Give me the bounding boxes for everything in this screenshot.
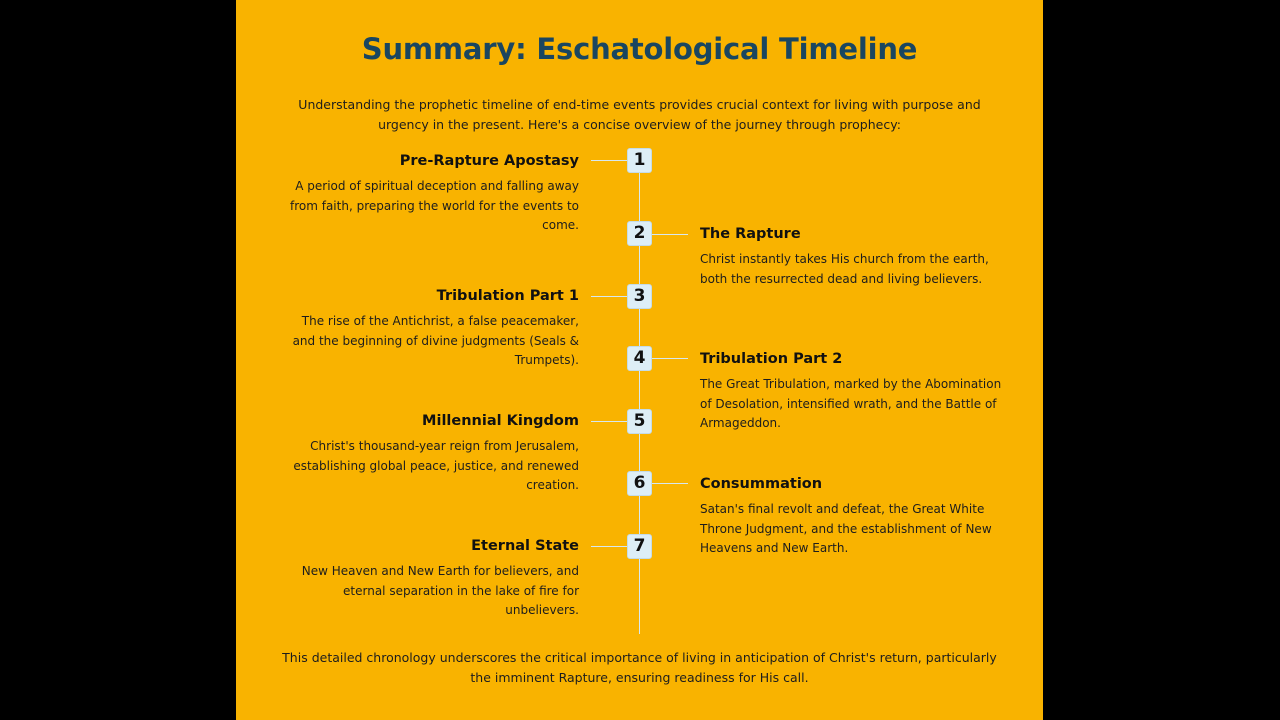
timeline-event-6 — [700, 474, 1005, 559]
event-description: Christ instantly takes His church from the earth, both the resurrected dead and living believers. — [700, 252, 989, 286]
step-badge-3: 3 — [627, 284, 652, 309]
closing-paragraph: This detailed chronology underscores the critical importance of living in anticipation of Christ's return, particularly the imminent Rapture, ensuring readiness for His call. — [282, 650, 997, 685]
event-title: Tribulation Part 1 — [436, 288, 579, 304]
step-badge-2: 2 — [627, 221, 652, 246]
connector-line — [591, 160, 627, 161]
timeline-event-2 — [700, 224, 1005, 289]
timeline-event-4 — [700, 349, 1005, 434]
timeline-event-7 — [276, 536, 579, 621]
step-badge-5: 5 — [627, 409, 652, 434]
event-title: Pre-Rapture Apostasy — [399, 153, 579, 169]
intro-paragraph: Understanding the prophetic timeline of end-time events provides crucial context for living with purpose and urgency in the present. Here's a concise overview of the journey through prophecy: — [298, 97, 981, 132]
event-description: Christ's thousand-year reign from Jerusalem, establishing global peace, justice, and renewed creation. — [293, 439, 579, 492]
event-description: A period of spiritual deception and falling away from faith, preparing the world for the events to come. — [289, 179, 579, 232]
connector-line — [591, 421, 627, 422]
timeline-event-5 — [276, 411, 579, 496]
event-description: New Heaven and New Earth for believers, and eternal separation in the lake of fire for unbelievers. — [301, 564, 579, 617]
event-title: Consummation — [700, 476, 823, 492]
step-badge-7: 7 — [627, 534, 652, 559]
event-title: Eternal State — [471, 538, 579, 554]
step-badge-1: 1 — [627, 148, 652, 173]
event-description: The rise of the Antichrist, a false peacemaker, and the beginning of divine judgments (Seals & Trumpets). — [292, 314, 579, 367]
event-title: The Rapture — [700, 226, 801, 242]
timeline-event-3 — [276, 286, 579, 371]
event-title: Tribulation Part 2 — [700, 351, 843, 367]
page-title: Summary: Eschatological Timeline — [361, 32, 918, 66]
event-title: Millennial Kingdom — [422, 413, 579, 429]
event-description: Satan's final revolt and defeat, the Great White Throne Judgment, and the establishment of New Heavens and New Earth. — [700, 502, 992, 555]
step-badge-6: 6 — [627, 471, 652, 496]
slide — [236, 0, 1043, 720]
step-badge-4: 4 — [627, 346, 652, 371]
event-description: The Great Tribulation, marked by the Abomination of Desolation, intensified wrath, and the Battle of Armageddon. — [700, 377, 1002, 430]
connector-line — [591, 546, 627, 547]
connector-line — [652, 234, 688, 235]
connector-line — [652, 483, 688, 484]
timeline-event-1 — [276, 151, 579, 236]
connector-line — [652, 358, 688, 359]
connector-line — [591, 296, 627, 297]
